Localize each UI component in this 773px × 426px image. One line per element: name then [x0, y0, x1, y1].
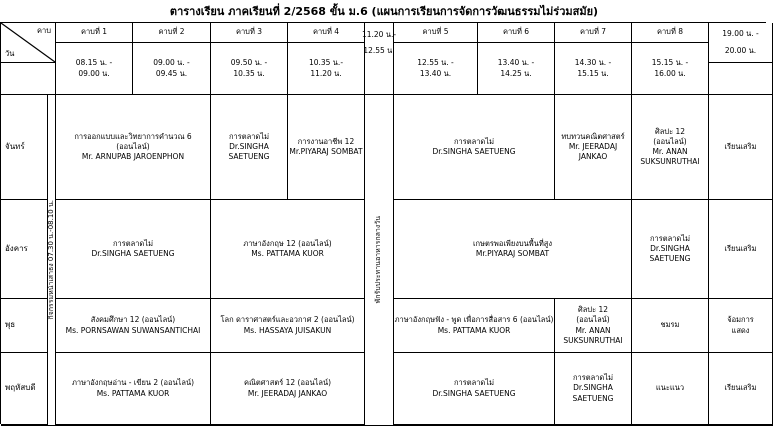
subject: ภาษาอังกฤษฟัง - พูด เพื่อการสื่อสาร 6 (ออนไลน์)	[394, 315, 554, 325]
subject: คณิตศาสตร์ 12 (ออนไลน์)	[243, 378, 332, 388]
activity: ชมรม	[660, 320, 680, 330]
teacher-surname: JANKAO	[578, 152, 608, 162]
subject: ภาษาอังกฤษอ่าน - เขียน 2 (ออนไลน์)	[71, 378, 195, 388]
lunch-time-header	[361, 23, 397, 63]
thursday-p8	[632, 353, 709, 425]
wednesday-p8	[632, 299, 709, 353]
period-4-end: 11.20 น.	[310, 68, 342, 78]
teacher: Dr.SINGHA	[229, 141, 269, 151]
tuesday-p5-7	[394, 200, 632, 299]
thursday-p3-4	[211, 353, 365, 425]
subject: การงานอาชีพ 12	[297, 136, 355, 146]
extra-end: 20.00 น.	[724, 45, 757, 55]
tuesday-evening	[709, 200, 773, 299]
teacher: Dr.SINGHA	[573, 383, 613, 393]
extra-start: 19.00 น. -	[722, 29, 759, 39]
monday-p3	[211, 95, 288, 200]
teacher: Dr.SINGHA SAETUENG	[432, 147, 516, 156]
subject: เกษตรพอเพียงบนพื้นที่สูง	[472, 238, 553, 248]
tuesday-p1-2	[56, 200, 211, 299]
period-6-end: 14.25 น.	[500, 68, 532, 78]
teacher: Ms. HASSAYA JUISAKUN	[243, 325, 332, 335]
period-5-start: 12.55 น. -	[417, 58, 454, 68]
subject: ภาษาอังกฤษ 12 (ออนไลน์)	[243, 238, 332, 248]
period-axis-label: คาบ	[37, 26, 51, 35]
subject: โลก ดาราศาสตร์และอวกาศ 2 (ออนไลน์)	[220, 315, 355, 325]
day-axis-label: วัน	[5, 48, 15, 58]
lunch-header-stub	[365, 63, 394, 95]
subject: ศิลปะ 12	[654, 126, 686, 136]
teacher-surname: SAETUENG	[572, 393, 614, 403]
monday-p4	[288, 95, 365, 200]
subject: สังคมศึกษา 12 (ออนไลน์)	[90, 315, 176, 325]
period-2-time	[133, 43, 211, 95]
subject-note: (ออนไลน์)	[116, 141, 150, 151]
period-3-end: 10.35 น.	[233, 68, 265, 78]
subject-note: (ออนไลน์)	[576, 315, 610, 325]
teacher: Mr. ANAN	[575, 325, 611, 335]
period-7-end: 15.15 น.	[577, 68, 609, 78]
subject: การตลาดไม่	[649, 233, 691, 243]
lunch-break-label: พักรับประทานอาหารกลางวัน	[374, 216, 383, 304]
teacher: Dr.SINGHA SAETUENG	[432, 388, 516, 398]
day-monday: จันทร์	[1, 95, 48, 200]
day-wednesday: พุธ	[1, 299, 48, 353]
period-3-header: คาบที่ 3	[211, 23, 288, 43]
lunch-end: 12.55 น.	[363, 46, 395, 55]
timetable	[0, 22, 766, 424]
thursday-p7	[555, 353, 632, 425]
period-8-time	[632, 43, 709, 95]
period-7-header: คาบที่ 7	[555, 23, 632, 43]
teacher: Ms. PATTAMA KUOR	[96, 388, 170, 398]
morning-activity-column	[48, 95, 56, 426]
activity: แนะแนว	[655, 383, 685, 393]
period-3-time	[211, 43, 288, 95]
teacher: Mr. JEERADAJ JANKAO	[247, 388, 328, 398]
period-6-start: 13.40 น. -	[497, 58, 535, 68]
subject: การตลาดไม่	[453, 136, 495, 146]
activity: เรียนเสริม	[724, 141, 757, 151]
period-6-time	[478, 43, 555, 95]
morning-activity-label: กิจกรรมหน้าเสาธง 07.30 น.-08.10 น.	[46, 200, 55, 320]
period-7-start: 14.30 น. -	[574, 58, 612, 68]
lunch-break-column	[365, 95, 394, 426]
teacher-surname: SAETUENG	[228, 152, 270, 162]
teacher: Dr.SINGHA	[650, 243, 690, 253]
tuesday-p3-4	[211, 200, 365, 299]
thursday-p5-6	[394, 353, 555, 425]
period-1-header: คาบที่ 1	[56, 23, 133, 43]
extra-time-header	[709, 23, 773, 63]
activity: เรียนเสริม	[724, 383, 757, 393]
period-7-time	[555, 43, 632, 95]
wednesday-p5-6	[394, 299, 555, 353]
subject: ทบทวนคณิตศาสตร์	[561, 131, 625, 141]
subject: ศิลปะ 12	[577, 305, 609, 315]
period-2-end: 09.45 น.	[155, 68, 188, 78]
page-title: ตารางเรียน ภาคเรียนที่ 2/2568 ขั้น ม.6 (แผนการเรียนการจัดการวัฒนธรรมไม่ร่วมสมัย)	[169, 5, 599, 18]
teacher-surname: SAETUENG	[649, 254, 691, 264]
subject-note: (ออนไลน์)	[653, 136, 687, 146]
teacher: Dr.SINGHA SAETUENG	[91, 249, 175, 258]
period-8-header: คาบที่ 8	[632, 23, 709, 43]
period-4-header: คาบที่ 4	[288, 23, 365, 43]
activity-line-2: แสดง	[731, 325, 750, 335]
period-8-start: 15.15 น. -	[651, 58, 689, 68]
period-1-start: 08.15 น. -	[75, 58, 113, 68]
lunch-start: 11.20 น.-	[361, 29, 397, 39]
teacher: Mr. ANAN	[652, 147, 688, 156]
subject: การตลาดไม่	[228, 131, 270, 141]
activity: เรียนเสริม	[724, 243, 757, 253]
period-6-header: คาบที่ 6	[478, 23, 555, 43]
teacher: Ms. PATTAMA KUOR	[437, 325, 511, 335]
teacher-surname: SUKSUNRUTHAI	[563, 335, 623, 345]
teacher-surname: SUKSUNRUTHAI	[640, 157, 700, 167]
period-4-start: 10.35 น.-	[308, 58, 344, 68]
monday-p8	[632, 95, 709, 200]
extra-header-stub	[709, 63, 773, 95]
teacher: Ms. PORNSAWAN SUWANSANTICHAI	[65, 325, 201, 335]
thursday-evening	[709, 353, 773, 425]
day-tuesday: อังคาร	[1, 200, 48, 299]
teacher: Mr.PIYARAJ SOMBAT	[475, 249, 550, 258]
monday-p5-6	[394, 95, 555, 200]
monday-p7	[555, 95, 632, 200]
activity: จ้อมการ	[727, 315, 754, 325]
tuesday-p8	[632, 200, 709, 299]
wednesday-p7	[555, 299, 632, 353]
thursday-p1-2	[56, 353, 211, 425]
monday-evening	[709, 95, 773, 200]
period-3-start: 09.50 น. -	[230, 58, 268, 68]
period-5-end: 13.40 น.	[419, 68, 452, 78]
subject: การตลาดไม่	[572, 373, 614, 383]
corner-stub	[1, 63, 56, 95]
period-5-time	[394, 43, 478, 95]
period-5-header: คาบที่ 5	[394, 23, 478, 43]
corner-header	[1, 23, 56, 63]
wednesday-evening	[709, 299, 773, 353]
period-2-header: คาบที่ 2	[133, 23, 211, 43]
subject: การตลาดไม่	[453, 378, 495, 388]
period-1-time	[56, 43, 133, 95]
teacher: Mr.PIYARAJ SOMBAT	[289, 147, 363, 156]
wednesday-p1-2	[56, 299, 211, 353]
subject: การออกแบบและวิทยาการคำนวณ 6	[74, 131, 192, 141]
period-8-end: 16.00 น.	[654, 68, 686, 78]
teacher: Mr. ARNUPAB JAROENPHON	[81, 152, 185, 162]
period-2-start: 09.00 น. -	[153, 58, 190, 68]
period-4-time	[288, 43, 365, 95]
day-thursday: พฤหัสบดี	[1, 353, 48, 425]
teacher: Ms. PATTAMA KUOR	[251, 249, 324, 258]
teacher: Mr. JEERADAJ	[568, 141, 618, 151]
period-1-end: 09.00 น.	[78, 68, 110, 78]
wednesday-p3-4	[211, 299, 365, 353]
subject: การตลาดไม่	[112, 238, 154, 248]
monday-p1-2	[56, 95, 211, 200]
